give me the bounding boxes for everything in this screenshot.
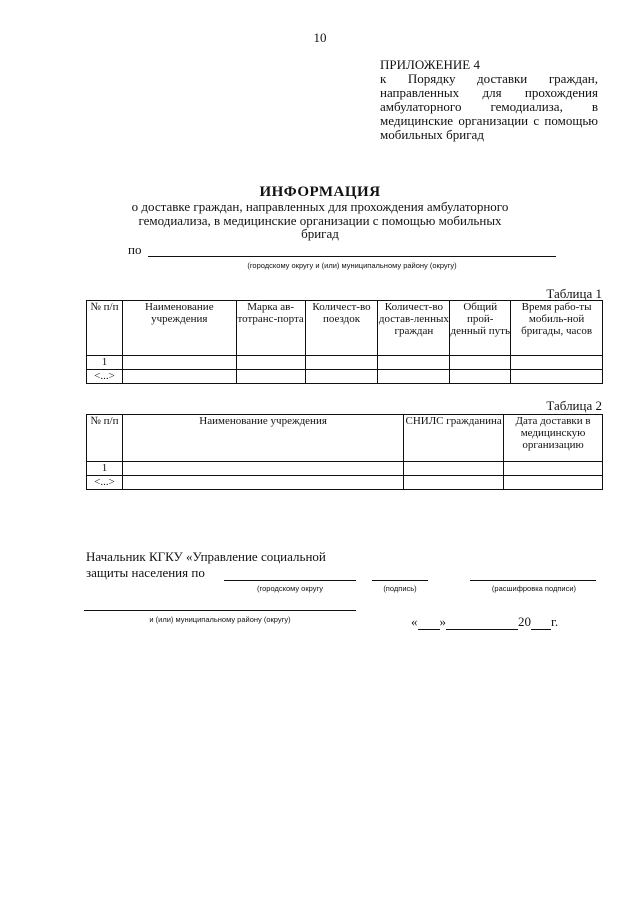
signature-caption: (подпись) bbox=[383, 584, 417, 593]
chief-signature-text: Начальник КГКУ «Управление социальной защиты населения по bbox=[86, 549, 326, 580]
po-label: по bbox=[128, 242, 142, 257]
table-cell bbox=[236, 356, 305, 370]
table1-header: Общий прой-денный путь bbox=[450, 301, 511, 356]
table-row bbox=[87, 462, 603, 476]
municipal-caption: и (или) муниципальному району (округу) bbox=[149, 615, 291, 624]
table-cell bbox=[504, 462, 603, 476]
table1-header: Наименование учреждения bbox=[122, 301, 236, 356]
table-cell bbox=[450, 356, 511, 370]
decode-caption: (расшифровка подписи) bbox=[491, 584, 577, 593]
year-fill-line bbox=[531, 629, 551, 630]
table1-header: Марка ав-тотранс-порта bbox=[236, 301, 305, 356]
table-cell bbox=[378, 370, 450, 384]
table-cell bbox=[450, 370, 511, 384]
table2-header: Дата доставки в медицинскую организацию bbox=[504, 415, 603, 462]
table2-caption: Таблица 2 bbox=[546, 398, 602, 413]
row-number: 1 bbox=[87, 462, 123, 476]
date-quote-close: » bbox=[439, 614, 446, 629]
table2 bbox=[86, 414, 603, 490]
table-cell bbox=[504, 476, 603, 490]
district-caption: (городскому округу bbox=[257, 584, 323, 593]
row-number: 1 bbox=[87, 356, 123, 370]
date-year: 20 bbox=[518, 614, 531, 629]
table1 bbox=[86, 300, 603, 384]
table-row bbox=[87, 370, 603, 384]
document-title: ИНФОРМАЦИЯ bbox=[259, 184, 381, 200]
month-fill-line bbox=[446, 629, 518, 630]
appendix-block bbox=[380, 58, 598, 142]
table2-header: № п/п bbox=[87, 415, 123, 462]
table1-header-row bbox=[87, 301, 603, 356]
table1-header: № п/п bbox=[87, 301, 123, 356]
date-quote-open: « bbox=[411, 614, 418, 629]
table-cell bbox=[122, 462, 403, 476]
day-fill-line bbox=[418, 629, 440, 630]
table-row bbox=[87, 476, 603, 490]
table2-header-row bbox=[87, 415, 603, 462]
table-cell bbox=[236, 370, 305, 384]
table-row bbox=[87, 356, 603, 370]
table-cell bbox=[305, 356, 378, 370]
table-cell bbox=[122, 370, 236, 384]
table-cell bbox=[305, 370, 378, 384]
page-number: 10 bbox=[313, 30, 327, 45]
table1-header: Количест-во поездок bbox=[305, 301, 378, 356]
table-cell bbox=[404, 462, 504, 476]
date-g: г. bbox=[551, 614, 559, 629]
date-field bbox=[411, 614, 558, 630]
appendix-body: к Порядку доставки граждан, направленных для прохождения амбулаторного гемодиализа, в медицинские организации с помощью мобильных бригад bbox=[380, 71, 598, 142]
table-cell bbox=[378, 356, 450, 370]
table-cell bbox=[404, 476, 504, 490]
row-number: <...> bbox=[87, 476, 123, 490]
municipal-fill-line bbox=[84, 610, 356, 611]
table1-caption: Таблица 1 bbox=[546, 286, 602, 301]
table2-header: СНИЛС гражданина bbox=[404, 415, 504, 462]
table-cell bbox=[511, 356, 603, 370]
signature-fill-line bbox=[372, 580, 428, 581]
document-subtitle: о доставке граждан, направленных для прохождения амбулаторного гемодиализа, в медицинские организации с помощью мобильных бригад bbox=[131, 199, 509, 241]
table1-header: Время рабо-ты мобиль-ной бригады, часов bbox=[511, 301, 603, 356]
table-cell bbox=[122, 476, 403, 490]
table2-header: Наименование учреждения bbox=[122, 415, 403, 462]
decode-fill-line bbox=[470, 580, 596, 581]
appendix-title: ПРИЛОЖЕНИЕ 4 bbox=[380, 57, 480, 72]
po-caption: (городскому округу и (или) муниципальному району (округу) bbox=[247, 261, 457, 270]
row-number: <...> bbox=[87, 370, 123, 384]
table-cell bbox=[511, 370, 603, 384]
district-fill-line bbox=[224, 580, 356, 581]
table1-header: Количест-во достав-ленных граждан bbox=[378, 301, 450, 356]
po-fill-line bbox=[148, 256, 556, 257]
table-cell bbox=[122, 356, 236, 370]
